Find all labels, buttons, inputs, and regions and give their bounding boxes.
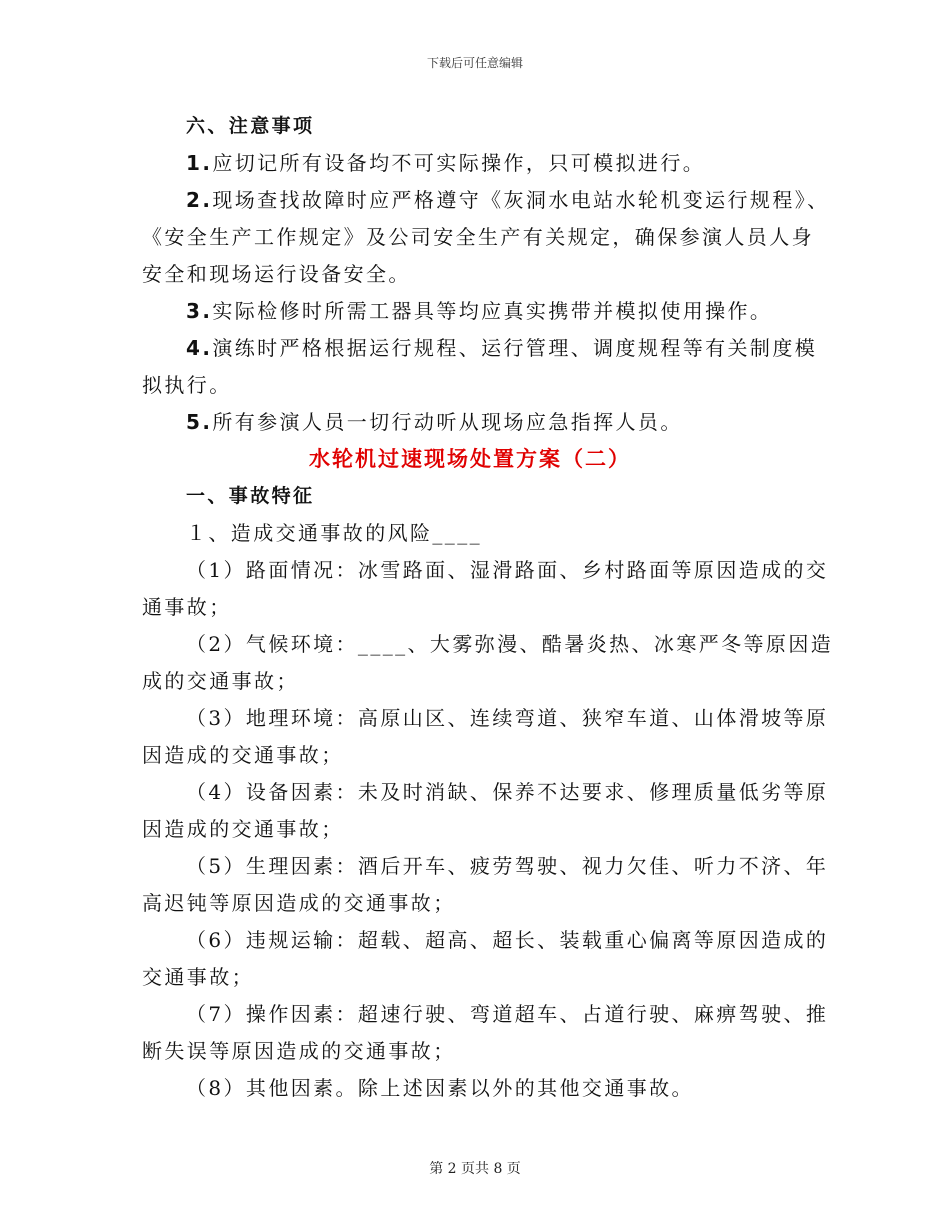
note-item-4-line-1 (142, 330, 818, 367)
note-item-number: 2. (186, 188, 213, 212)
factor-3-line-1: （3）地理环境：高原山区、连续弯道、狭窄车道、山体滑坡等原 (186, 706, 829, 730)
note-item-3 (142, 293, 808, 330)
note-item-2-line-1 (142, 182, 830, 219)
factor-5-line-2: 高迟钝等原因造成的交通事故； (142, 891, 456, 915)
factor-5-line-1: （5）生理因素：酒后开车、疲劳驾驶、视力欠佳、听力不济、年 (186, 854, 829, 878)
factor-1-line-1: （1）路面情况：冰雪路面、湿滑路面、乡村路面等原因造成的交 (186, 558, 829, 582)
note-item-number: 5. (186, 410, 213, 434)
document-title: 水轮机过速现场处置方案（二） (309, 447, 631, 471)
factor-3-line-2: 因造成的交通事故； (142, 743, 344, 767)
note-item-2-line-3: 安全和现场运行设备安全。 (142, 262, 411, 286)
factor-4-line-1: （4）设备因素：未及时消缺、保养不达要求、修理质量低劣等原 (186, 780, 829, 804)
note-item-5 (142, 404, 808, 441)
note-item-text: 演练时严格根据运行规程、运行管理、调度规程等有关制度模 (212, 336, 818, 360)
page-header-note: 下载后可任意编辑 (426, 56, 523, 70)
page-footer-page-number: 第 2 页共 8 页 (429, 1161, 521, 1177)
factor-2-line-1: （2）气候环境：____、大雾弥漫、酷暑炎热、冰寒严冬等原因造 (186, 632, 834, 656)
section-heading-accident-features: 一、事故特征 (186, 485, 315, 507)
section-heading-notes: 六、注意事项 (186, 115, 315, 137)
factor-4-line-2: 因造成的交通事故； (142, 817, 344, 841)
note-item-number: 4. (186, 336, 213, 360)
factor-7-line-1: （7）操作因素：超速行驶、弯道超车、占道行驶、麻痹驾驶、推 (186, 1002, 829, 1026)
note-item-text: 所有参演人员一切行动听从现场应急指挥人员。 (212, 410, 683, 434)
note-item-2-line-2: 《安全生产工作规定》及公司安全生产有关规定，确保参演人员人身 (142, 225, 814, 249)
factor-8-line-1: （8）其他因素。除上述因素以外的其他交通事故。 (186, 1076, 694, 1100)
note-item-4-line-2: 拟执行。 (142, 373, 232, 397)
factor-1-line-2: 通事故； (142, 595, 232, 619)
note-item-text: 现场查找故障时应严格遵守《灰洞水电站水轮机变运行规程》、 (212, 188, 830, 212)
factor-7-line-2: 断失误等原因造成的交通事故； (142, 1039, 456, 1063)
note-item-number: 3. (186, 299, 213, 323)
risk-intro: １、造成交通事故的风险____ (186, 521, 482, 545)
note-item-number: 1. (186, 151, 213, 175)
note-item-1 (142, 145, 808, 182)
factor-6-line-1: （6）违规运输：超载、超高、超长、装载重心偏离等原因造成的 (186, 928, 829, 952)
note-item-text: 应切记所有设备均不可实际操作，只可模拟进行。 (212, 151, 706, 175)
document-body (142, 108, 834, 1107)
factor-2-line-2: 成的交通事故； (142, 669, 299, 693)
factor-6-line-2: 交通事故； (142, 965, 254, 989)
note-item-text: 实际检修时所需工器具等均应真实携带并模拟使用操作。 (212, 299, 773, 323)
